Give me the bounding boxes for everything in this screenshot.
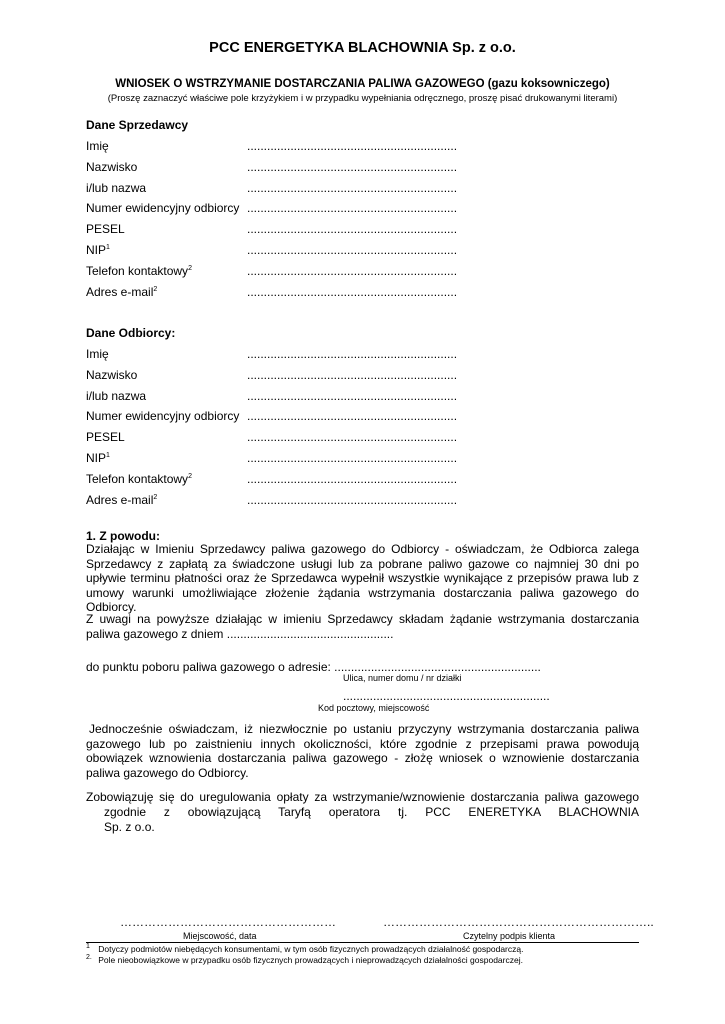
address-line[interactable]: do punktu poboru paliwa gazowego o adresie: .............................................................. — [86, 660, 541, 674]
street-caption: Ulica, numer domu / nr działki — [343, 673, 462, 683]
seller-field-input[interactable]: ............................................................... — [247, 243, 458, 257]
seller-field-label-text: Telefon kontaktowy — [86, 263, 189, 278]
recipient-field-input[interactable]: ............................................................... — [247, 451, 458, 465]
footnote-2-text: Pole nieobowiązkowe w przypadku osób fizycznych prowadzących i nieprowadzących działalności gospodarczej. — [98, 955, 523, 965]
postal-caption: Kod pocztowy, miejscowość — [318, 703, 430, 713]
seller-heading: Dane Sprzedawcy — [86, 118, 189, 132]
signature-caption: Czytelny podpis klienta — [463, 931, 556, 941]
reason-paragraph-1: Działając w Imieniu Sprzedawcy paliwa gazowego do Odbiorcy - oświadczam, że Odbiorca zalega Sprzedawcy z zapłatą za świadczone usługi lub za pobrane paliwo gazowe co najmniej 30 dni po upływie terminu płatności oraz że Sprzedawca wypełnił wszystkie wynikające z przepisów prawa lub z umowy warunki umożliwiające złożenie żądania wstrzymania dostarczania paliwa gazowego do Odbiorcy. — [86, 542, 639, 614]
recipient-field-label — [86, 389, 146, 403]
recipient-field-label-text: NIP — [86, 451, 107, 465]
recipient-field-label — [86, 368, 137, 382]
recipient-field-label-text: PESEL — [86, 430, 125, 445]
recipient-field-label-text: Telefon kontaktowy — [86, 471, 189, 486]
recipient-field-label-text: i/lub nazwa — [86, 388, 147, 403]
seller-field-footnote-mark: 1 — [106, 244, 110, 251]
seller-field-label — [86, 222, 125, 236]
reason-paragraph-4-line-1: Zobowiązuję się do uregulowania opłaty za wstrzymanie/wznowienie dostarczania paliwa gazowego — [86, 790, 639, 804]
recipient-field-label — [86, 409, 239, 423]
recipient-field-footnote-mark: 2 — [153, 493, 158, 501]
footnote-1 — [86, 944, 523, 954]
recipient-field-label — [86, 430, 125, 444]
reason-paragraph-4-line-3: Sp. z o.o. — [104, 820, 155, 834]
seller-field-input[interactable]: ............................................................... — [247, 263, 458, 278]
place-date-field[interactable]: ……………………………………………… — [120, 915, 336, 929]
recipient-field-label — [86, 472, 192, 486]
seller-field-label — [86, 285, 157, 299]
seller-field-input[interactable]: ............................................................... — [247, 139, 458, 153]
seller-field-label-text: Nazwisko — [86, 159, 138, 174]
form-title: WNIOSEK O WSTRZYMANIE DOSTARCZANIA PALIWA GAZOWEGO (gazu koksowniczego) — [115, 78, 610, 90]
footnote-2-mark: 2. — [86, 954, 92, 962]
seller-field-label-text: i/lub nazwa — [86, 180, 147, 195]
seller-field-label — [86, 264, 192, 278]
footnote-divider — [86, 942, 639, 943]
recipient-field-footnote-mark: 2 — [188, 472, 192, 480]
recipient-field-input[interactable]: ............................................................... — [247, 409, 458, 424]
seller-field-label — [86, 201, 239, 215]
seller-field-label — [86, 243, 110, 257]
signature-field[interactable]: ………………………………………………………….. — [383, 915, 654, 929]
reason-paragraph-3: Jednocześnie oświadczam, iż niezwłocznie po ustaniu przyczyny wstrzymania dostarczania paliwa gazowego lub po zaistnieniu innych okoliczności, które zgodnie z przepisami prawa powodują obowiązek wznowienia dostarczania paliwa gazowego - złożę wniosek o wznowienie dostarczania paliwa gazowego do Odbiorcy. — [86, 722, 639, 780]
recipient-field-input[interactable]: ............................................................... — [247, 471, 458, 486]
footnote-1-mark: 1 — [86, 943, 90, 951]
recipient-heading: Dane Odbiorcy: — [86, 326, 176, 340]
recipient-field-label-text: Numer ewidencyjny odbiorcy — [86, 409, 240, 424]
seller-field-footnote-mark: 2 — [188, 264, 192, 272]
seller-field-input[interactable]: ............................................................... — [247, 201, 458, 216]
recipient-field-label-text: Nazwisko — [86, 367, 138, 382]
seller-field-label-text: PESEL — [86, 222, 125, 237]
recipient-field-input[interactable]: ............................................................... — [247, 388, 458, 403]
reason-paragraph-4-line-2: zgodnie z obowiązującą Taryfą operatora tj. PCC ENERETYKA BLACHOWNIA — [104, 805, 639, 819]
recipient-field-label-text: Adres e-mail — [86, 492, 154, 507]
seller-field-label — [86, 181, 146, 195]
seller-field-label-text: Imię — [86, 139, 109, 153]
recipient-field-footnote-mark: 1 — [106, 452, 110, 459]
place-date-caption: Miejscowość, data — [183, 931, 257, 941]
seller-field-label-text: NIP — [86, 243, 107, 257]
seller-field-input[interactable]: ............................................................... — [247, 180, 458, 195]
seller-field-footnote-mark: 2 — [153, 285, 158, 293]
recipient-field-label-text: Imię — [86, 347, 109, 361]
seller-field-input[interactable]: ............................................................... — [247, 159, 458, 174]
seller-field-input[interactable]: ............................................................... — [247, 284, 458, 299]
form-instruction: (Proszę zaznaczyć właściwe pole krzyżykiem i w przypadku wypełniania odręcznego, proszę pisać drukowanymi literami) — [107, 93, 618, 104]
recipient-field-label — [86, 493, 157, 507]
seller-field-label — [86, 139, 109, 153]
recipient-field-label — [86, 347, 109, 361]
recipient-field-input[interactable]: ............................................................... — [247, 430, 458, 445]
seller-field-label-text: Numer ewidencyjny odbiorcy — [86, 201, 240, 216]
seller-field-input[interactable]: ............................................................... — [247, 222, 458, 237]
recipient-field-input[interactable]: ............................................................... — [247, 347, 458, 361]
footnote-1-text: Dotyczy podmiotów niebędących konsumentami, w tym osób fizycznych prowadzących działalność gospodarczą. — [98, 944, 524, 954]
recipient-field-input[interactable]: ............................................................... — [247, 492, 458, 507]
reason-paragraph-2: Z uwagi na powyższe działając w imieniu Sprzedawcy składam żądanie wstrzymania dostarczania paliwa gazowego z dniem .................................................. — [86, 612, 639, 641]
reason-heading: 1. Z powodu: — [86, 529, 160, 543]
postal-dots[interactable]: .............................................................. — [343, 689, 550, 703]
company-name: PCC ENERGETYKA BLACHOWNIA Sp. z o.o. — [209, 40, 516, 56]
recipient-field-label — [86, 451, 110, 465]
seller-field-label — [86, 160, 137, 174]
seller-field-label-text: Adres e-mail — [86, 284, 154, 299]
footnote-2 — [86, 955, 523, 965]
recipient-field-input[interactable]: ............................................................... — [247, 367, 458, 382]
